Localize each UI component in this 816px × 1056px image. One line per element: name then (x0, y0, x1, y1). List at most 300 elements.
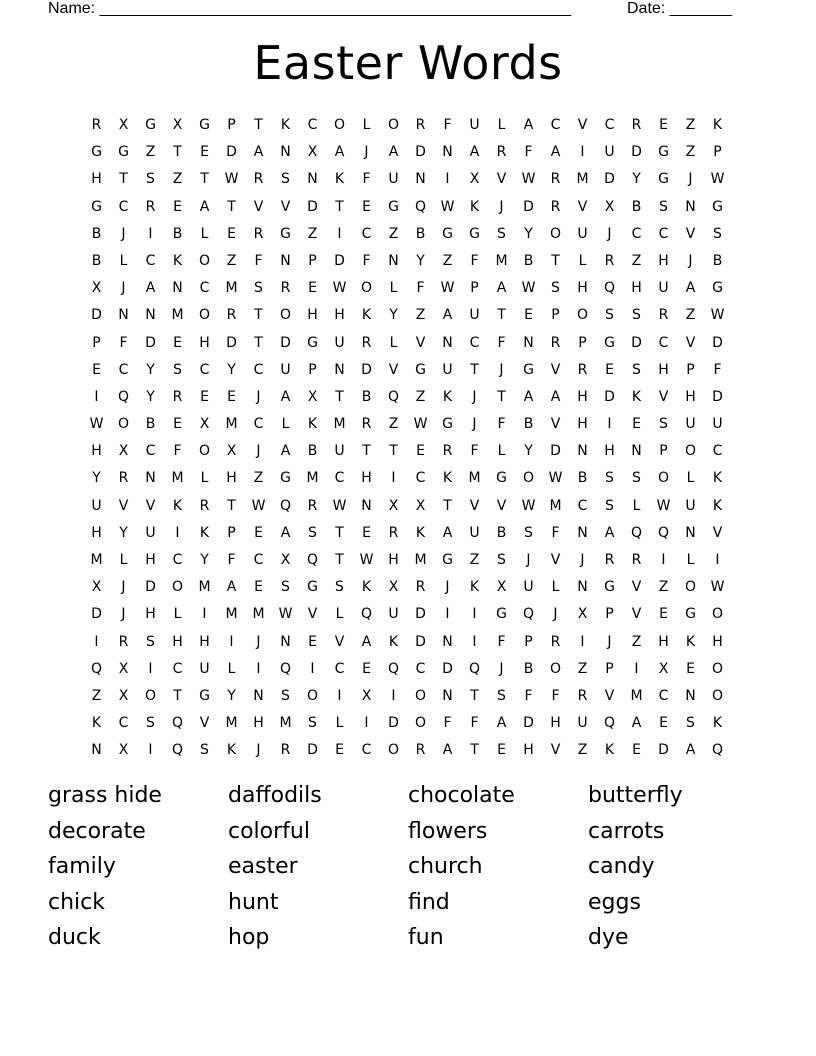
grid-cell: S (524, 524, 533, 541)
word-search-grid (83, 112, 733, 765)
grid-cell: H (577, 280, 588, 297)
grid-cell: H (361, 470, 372, 487)
word-bank-item: colorful (228, 818, 310, 844)
grid-cell: P (551, 307, 560, 324)
grid-cell: A (442, 742, 453, 759)
grid-cell: J (688, 252, 693, 269)
grid-cell: U (442, 361, 453, 378)
grid-cell: S (281, 579, 290, 596)
grid-cell: T (497, 388, 506, 405)
grid-cell: Q (468, 660, 481, 677)
grid-cell: T (227, 198, 236, 215)
grid-cell: F (227, 552, 236, 568)
grid-cell: F (497, 416, 506, 433)
grid-cell: T (335, 198, 344, 215)
word-bank-item: chocolate (408, 783, 515, 808)
grid-cell: O (171, 579, 184, 596)
grid-cell: I (607, 416, 612, 433)
grid-cell: I (472, 633, 477, 650)
grid-cell: F (362, 171, 371, 188)
grid-cell: G (658, 144, 669, 161)
grid-cell: O (657, 470, 670, 487)
grid-cell: Q (117, 388, 130, 405)
grid-cell: H (604, 443, 615, 460)
word-bank-item: easter (228, 854, 298, 880)
grid-cell: Z (631, 633, 642, 650)
grid-cell: U (469, 117, 480, 133)
grid-cell: N (685, 687, 696, 704)
grid-cell: H (577, 388, 588, 405)
grid-cell: D (604, 388, 615, 405)
grid-cell: J (445, 579, 450, 596)
grid-cell: U (388, 606, 399, 623)
header-line (48, 0, 768, 22)
grid-cell: O (279, 307, 292, 324)
grid-cell: X (388, 497, 399, 514)
grid-cell: F (416, 280, 425, 297)
grid-cell: D (631, 144, 642, 161)
grid-cell: S (632, 361, 641, 378)
name-field: Name: _____________________________________________________ (48, 0, 572, 17)
grid-cell: F (551, 687, 560, 704)
grid-cell: Z (577, 742, 588, 759)
grid-cell: Y (524, 443, 533, 460)
grid-cell: H (712, 633, 723, 650)
grid-cell: H (577, 416, 588, 433)
grid-cell: E (173, 416, 182, 433)
grid-cell: J (256, 388, 261, 405)
grid-cell: Z (91, 687, 102, 704)
grid-cell: Y (632, 171, 641, 188)
grid-cell: R (253, 171, 264, 188)
grid-cell: E (632, 742, 641, 759)
grid-cell: Q (387, 388, 400, 405)
grid-cell: H (226, 470, 237, 487)
grid-cell: O (684, 579, 697, 596)
grid-cell: C (415, 660, 426, 677)
grid-cell: C (658, 334, 669, 351)
grid-cell: I (175, 524, 180, 541)
grid-cell: G (307, 334, 318, 351)
grid-cell: D (415, 144, 426, 161)
grid-cell: M (225, 606, 238, 623)
grid-cell: Z (685, 307, 696, 324)
grid-cell: S (497, 687, 506, 704)
grid-cell: Z (415, 307, 426, 324)
grid-cell: K (307, 416, 318, 433)
grid-cell: C (307, 117, 318, 133)
grid-cell: R (172, 388, 183, 405)
grid-cell: R (280, 280, 291, 297)
grid-cell: X (577, 606, 588, 623)
grid-cell: Q (603, 715, 616, 732)
grid-cell: C (604, 117, 615, 133)
grid-cell: J (580, 552, 585, 568)
grid-cell: U (658, 280, 669, 297)
grid-cell: F (524, 687, 533, 704)
grid-cell: W (710, 307, 725, 324)
grid-cell: W (710, 579, 725, 596)
grid-cell: L (551, 579, 560, 596)
grid-cell: G (388, 198, 399, 215)
grid-cell: N (388, 252, 399, 269)
grid-cell: O (144, 687, 157, 704)
grid-cell: H (199, 334, 210, 351)
grid-cell: G (199, 117, 210, 133)
grid-cell: K (469, 579, 480, 596)
grid-cell: L (686, 552, 695, 568)
grid-cell: A (442, 307, 453, 324)
grid-cell: O (576, 307, 589, 324)
grid-cell: W (89, 416, 104, 433)
grid-cell: E (254, 579, 263, 596)
word-bank-item: grass hide (48, 783, 162, 808)
grid-cell: D (91, 606, 102, 623)
grid-cell: A (226, 579, 237, 596)
grid-cell: C (253, 416, 264, 433)
grid-cell: N (145, 470, 156, 487)
grid-cell: T (497, 307, 506, 324)
word-bank-item: butterfly (588, 783, 683, 808)
grid-cell: E (362, 524, 371, 541)
grid-cell: R (577, 687, 588, 704)
grid-cell: J (607, 225, 612, 242)
grid-cell: B (712, 252, 723, 269)
grid-cell: X (415, 497, 426, 514)
grid-cell: J (499, 660, 504, 677)
grid-cell: D (145, 334, 156, 351)
grid-cell: F (551, 524, 560, 541)
grid-cell: R (145, 198, 156, 215)
grid-cell: R (388, 524, 399, 541)
grid-cell: C (253, 552, 264, 568)
grid-cell: N (442, 633, 453, 650)
grid-cell: G (469, 225, 480, 242)
grid-cell: A (523, 117, 534, 133)
grid-cell: X (91, 280, 102, 297)
grid-cell: J (526, 552, 531, 568)
grid-cell: Z (226, 252, 237, 269)
grid-cell: R (118, 470, 129, 487)
grid-cell: I (391, 470, 396, 487)
grid-cell: F (362, 252, 371, 269)
grid-cell: T (362, 443, 371, 460)
grid-cell: X (118, 443, 129, 460)
grid-cell: N (577, 579, 588, 596)
grid-cell: D (604, 171, 615, 188)
grid-cell: Z (388, 225, 399, 242)
grid-cell: D (415, 633, 426, 650)
grid-cell: V (550, 416, 561, 433)
grid-cell: A (604, 524, 615, 541)
grid-cell: E (632, 416, 641, 433)
grid-cell: D (334, 252, 345, 269)
grid-cell: E (308, 633, 317, 650)
grid-cell: H (172, 633, 183, 650)
grid-cell: F (254, 252, 263, 269)
grid-cell: N (361, 497, 372, 514)
grid-cell: F (173, 443, 182, 460)
grid-cell: J (472, 388, 477, 405)
grid-cell: R (307, 497, 318, 514)
grid-cell: D (307, 742, 318, 759)
grid-cell: S (308, 715, 317, 732)
grid-cell: F (119, 334, 128, 351)
grid-cell: R (550, 171, 561, 188)
grid-cell: N (145, 307, 156, 324)
grid-cell: V (496, 497, 507, 514)
grid-cell: F (443, 715, 452, 732)
word-bank-item: chick (48, 889, 105, 915)
grid-cell: A (523, 388, 534, 405)
grid-cell: R (280, 742, 291, 759)
grid-cell: F (713, 361, 722, 378)
grid-cell: K (712, 470, 723, 487)
grid-cell: W (440, 198, 455, 215)
grid-cell: M (333, 416, 346, 433)
grid-cell: Y (146, 361, 155, 378)
grid-cell: E (173, 334, 182, 351)
grid-cell: F (524, 144, 533, 161)
grid-cell: C (253, 361, 264, 378)
grid-cell: V (145, 497, 156, 514)
grid-cell: E (686, 660, 695, 677)
grid-cell: L (335, 715, 344, 732)
grid-cell: K (172, 497, 183, 514)
grid-cell: X (388, 579, 399, 596)
grid-cell: U (685, 416, 696, 433)
grid-cell: A (550, 144, 561, 161)
word-bank-item: hop (228, 925, 270, 951)
grid-cell: E (227, 388, 236, 405)
grid-cell: Q (171, 742, 184, 759)
grid-cell: W (332, 497, 347, 514)
grid-cell: G (712, 280, 723, 297)
grid-cell: Q (279, 660, 292, 677)
grid-cell: H (253, 715, 264, 732)
grid-cell: D (91, 307, 102, 324)
grid-cell: H (658, 633, 669, 650)
grid-cell: I (364, 715, 369, 732)
grid-cell: Q (360, 606, 373, 623)
grid-cell: E (227, 225, 236, 242)
grid-cell: V (658, 388, 669, 405)
grid-cell: M (549, 497, 562, 514)
grid-cell: C (118, 361, 129, 378)
grid-cell: I (580, 633, 585, 650)
grid-cell: K (442, 470, 453, 487)
grid-cell: D (523, 198, 534, 215)
grid-cell: R (577, 361, 588, 378)
grid-cell: O (711, 660, 724, 677)
grid-cell: S (308, 524, 317, 541)
grid-cell: W (440, 280, 455, 297)
grid-cell: G (415, 361, 426, 378)
grid-cell: Z (145, 144, 156, 161)
grid-cell: U (91, 497, 102, 514)
grid-cell: B (523, 416, 534, 433)
grid-cell: C (658, 687, 669, 704)
word-bank-item: fun (408, 925, 444, 951)
grid-cell: Q (387, 660, 400, 677)
grid-cell: G (496, 606, 507, 623)
word-bank-item: find (408, 889, 450, 915)
grid-cell: Q (279, 497, 292, 514)
grid-cell: G (523, 361, 534, 378)
grid-cell: K (361, 307, 372, 324)
grid-cell: B (631, 198, 642, 215)
grid-cell: M (171, 470, 184, 487)
grid-cell: I (391, 687, 396, 704)
grid-cell: R (631, 117, 642, 133)
grid-cell: S (551, 280, 560, 297)
grid-cell: R (550, 198, 561, 215)
grid-cell: M (225, 280, 238, 297)
grid-cell: B (523, 660, 534, 677)
grid-cell: S (497, 552, 506, 568)
grid-cell: Q (603, 280, 616, 297)
grid-cell: Y (119, 524, 128, 541)
grid-cell: A (334, 144, 345, 161)
grid-cell: R (361, 416, 372, 433)
grid-cell: R (118, 633, 129, 650)
grid-cell: K (361, 579, 372, 596)
grid-cell: T (335, 388, 344, 405)
grid-cell: C (631, 225, 642, 242)
grid-cell: I (148, 225, 153, 242)
grid-cell: W (278, 606, 293, 623)
grid-cell: D (307, 198, 318, 215)
grid-cell: S (281, 171, 290, 188)
grid-cell: S (605, 470, 614, 487)
grid-cell: U (685, 497, 696, 514)
grid-cell: K (415, 524, 426, 541)
grid-cell: L (227, 660, 236, 677)
grid-cell: A (496, 715, 507, 732)
grid-cell: N (631, 443, 642, 460)
grid-cell: N (415, 171, 426, 188)
grid-cell: N (172, 280, 183, 297)
grid-cell: P (605, 606, 614, 623)
grid-cell: F (470, 715, 479, 732)
grid-cell: A (280, 524, 291, 541)
grid-cell: C (334, 470, 345, 487)
grid-cell: F (497, 334, 506, 351)
grid-cell: S (281, 687, 290, 704)
grid-cell: S (632, 470, 641, 487)
grid-cell: S (632, 307, 641, 324)
grid-cell: I (94, 633, 99, 650)
grid-cell: O (198, 307, 211, 324)
grid-cell: B (307, 443, 318, 460)
grid-cell: L (173, 606, 182, 623)
grid-cell: A (442, 524, 453, 541)
grid-cell: Z (685, 144, 696, 161)
grid-cell: M (171, 307, 184, 324)
grid-cell: G (199, 687, 210, 704)
grid-cell: O (360, 280, 373, 297)
grid-cell: I (634, 660, 639, 677)
grid-cell: V (631, 579, 642, 596)
grid-cell: I (202, 606, 207, 623)
grid-cell: E (605, 361, 614, 378)
grid-cell: I (94, 388, 99, 405)
grid-cell: U (469, 524, 480, 541)
grid-cell: V (253, 198, 264, 215)
grid-cell: O (522, 470, 535, 487)
grid-cell: S (659, 416, 668, 433)
grid-cell: K (712, 497, 723, 514)
grid-cell: G (91, 198, 102, 215)
grid-cell: L (578, 252, 587, 269)
grid-cell: M (198, 579, 211, 596)
grid-cell: U (145, 524, 156, 541)
grid-cell: E (362, 660, 371, 677)
grid-cell: U (469, 307, 480, 324)
grid-cell: P (308, 361, 317, 378)
grid-cell: K (226, 742, 237, 759)
grid-cell: X (199, 416, 210, 433)
grid-cell: K (685, 633, 696, 650)
grid-cell: J (121, 225, 126, 242)
grid-cell: P (659, 443, 668, 460)
grid-cell: T (173, 144, 182, 161)
grid-cell: X (118, 687, 129, 704)
grid-cell: E (362, 198, 371, 215)
grid-cell: C (334, 660, 345, 677)
grid-cell: D (145, 579, 156, 596)
grid-cell: G (145, 117, 156, 133)
grid-cell: E (335, 742, 344, 759)
grid-cell: R (415, 579, 426, 596)
grid-cell: K (91, 715, 102, 732)
grid-cell: L (119, 252, 128, 269)
grid-cell: W (413, 416, 428, 433)
grid-cell: X (496, 579, 507, 596)
grid-cell: G (118, 144, 129, 161)
grid-cell: S (173, 361, 182, 378)
grid-cell: K (712, 715, 723, 732)
grid-cell: C (145, 443, 156, 460)
grid-cell: P (578, 334, 587, 351)
grid-cell: U (712, 416, 723, 433)
grid-cell: P (92, 334, 101, 351)
grid-cell: B (91, 252, 102, 269)
word-bank-item: carrots (588, 818, 665, 844)
grid-cell: O (198, 252, 211, 269)
grid-cell: O (387, 742, 400, 759)
grid-cell: E (92, 361, 101, 378)
grid-cell: F (443, 117, 452, 133)
grid-cell: H (145, 552, 156, 568)
grid-cell: J (256, 742, 261, 759)
grid-cell: O (117, 416, 130, 433)
grid-cell: T (335, 552, 344, 568)
grid-cell: U (199, 660, 210, 677)
grid-cell: R (550, 633, 561, 650)
grid-cell: C (199, 361, 210, 378)
grid-cell: H (307, 307, 318, 324)
grid-cell: G (496, 470, 507, 487)
grid-cell: S (686, 715, 695, 732)
grid-cell: Z (307, 225, 318, 242)
grid-cell: G (712, 198, 723, 215)
grid-cell: L (389, 334, 398, 351)
grid-cell: R (415, 117, 426, 133)
grid-cell: T (119, 171, 128, 188)
grid-cell: I (148, 742, 153, 759)
grid-cell: Y (146, 388, 155, 405)
